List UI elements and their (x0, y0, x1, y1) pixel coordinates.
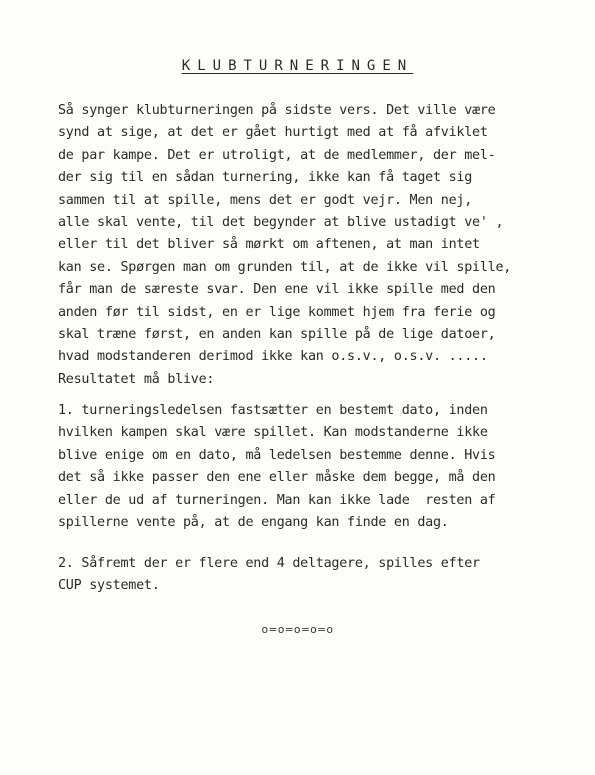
text-line: hvad modstanderen derimod ikke kan o.s.v., o.s.v. ..... (58, 349, 488, 365)
section-separator: o=o=o=o=o (261, 624, 334, 636)
paragraph-rule-2 (58, 553, 588, 598)
text-line: det så ikke passer den ene eller måske dem begge, må den (58, 470, 496, 486)
text-line: Så synger klubturneringen på sidste vers. Det ville være (58, 103, 496, 118)
text-line: blive enige om en dato, må ledelsen bestemme denne. Hvis (58, 447, 496, 463)
text-line: kan se. Spørgen man om grunden til, at de ikke vil spille, (58, 259, 512, 275)
text-line: spillerne vente på, at de engang kan finde en dag. (58, 514, 449, 530)
text-line: får man de særeste svar. Den ene vil ikke spille med den (58, 282, 496, 298)
text-line: alle skal vente, til det begynder at blive ustadigt ve' , (58, 214, 504, 230)
paragraph-rule-1 (58, 400, 588, 534)
text-line: skal træne først, en anden kan spille på de lige datoer, (58, 326, 496, 342)
text-line: eller de ud af turneringen. Man kan ikke lade resten af (58, 492, 496, 508)
text-line: anden før til sidst, en er lige kommet hjem fra ferie og (58, 304, 496, 320)
text-line: de par kampe. Det er utroligt, at de medlemmer, der mel- (58, 147, 496, 163)
paragraph-intro (58, 100, 588, 391)
text-line: der sig til en sådan turnering, ikke kan få taget sig (58, 170, 473, 186)
text-line: sammen til at spille, mens det er godt vejr. Men nej, (58, 192, 473, 208)
text-line: synd at sige, at det er gået hurtigt med at få afviklet (58, 125, 488, 141)
text-line: eller til det bliver så mørkt om aftenen, at man intet (58, 237, 480, 253)
text-line: 1. turneringsledelsen fastsætter en bestemt dato, inden (58, 403, 488, 418)
text-line: Resultatet må blive: (58, 371, 215, 387)
document-title: KLUBTURNERINGEN (181, 58, 414, 74)
text-line: CUP systemet. (58, 578, 160, 594)
text-line: 2. Såfremt der er flere end 4 deltagere, spilles efter (58, 556, 480, 571)
text-line: hvilken kampen skal være spillet. Kan modstanderne ikke (58, 425, 488, 441)
